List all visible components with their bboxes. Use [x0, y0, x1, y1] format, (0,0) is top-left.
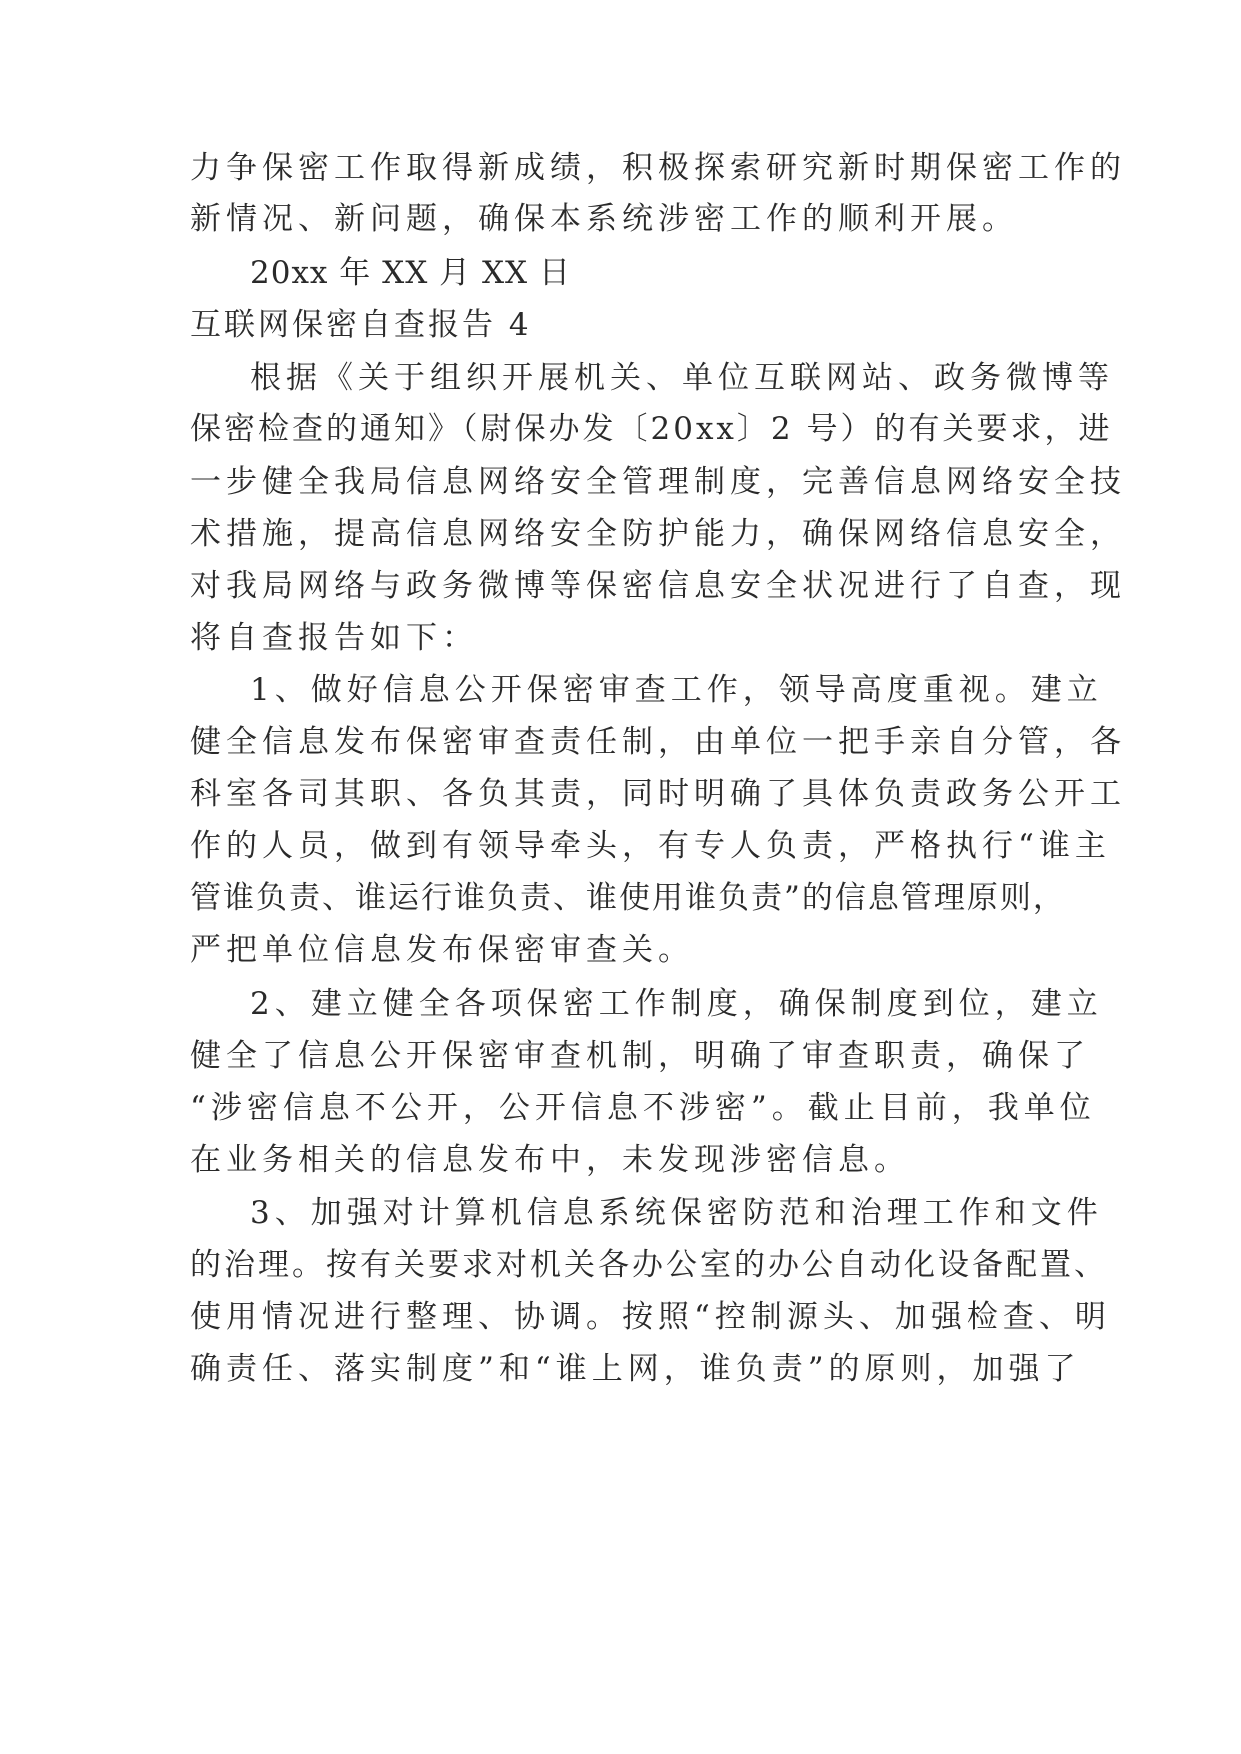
paragraph-line: 作的人员，做到有领导牵头，有专人负责，严格执行“谁主 [190, 828, 1111, 864]
paragraph-line: 3、加强对计算机信息系统保密防范和治理工作和文件 [250, 1195, 1103, 1231]
paragraph-line: 将自查报告如下： [190, 620, 478, 656]
paragraph-line: 使用情况进行整理、协调。按照“控制源头、加强检查、明 [190, 1299, 1111, 1335]
paragraph-line: “涉密信息不公开，公开信息不涉密”。截止目前，我单位 [190, 1090, 1096, 1126]
paragraph-line: 确责任、落实制度”和“谁上网，谁负责”的原则，加强了 [190, 1351, 1081, 1387]
paragraph-line: 一步健全我局信息网络安全管理制度，完善信息网络安全技 [190, 464, 1126, 500]
paragraph-line: 术措施，提高信息网络安全防护能力，确保网络信息安全， [190, 516, 1126, 552]
paragraph-line: 1、做好信息公开保密审查工作，领导高度重视。建立 [250, 672, 1103, 708]
paragraph-line: 力争保密工作取得新成绩，积极探索研究新时期保密工作的 [190, 150, 1126, 186]
paragraph-line: 在业务相关的信息发布中，未发现涉密信息。 [190, 1142, 910, 1178]
paragraph-line: 根据《关于组织开展机关、单位互联网站、政务微博等 [250, 360, 1114, 396]
paragraph-line: 健全了信息公开保密审查机制，明确了审查职责，确保了 [190, 1038, 1090, 1074]
document-date: 20xx 年 XX 月 XX 日 [250, 255, 571, 291]
paragraph-line: 对我局网络与政务微博等保密信息安全状况进行了自查，现 [190, 568, 1126, 604]
paragraph-line: 管谁负责、谁运行谁负责、谁使用谁负责”的信息管理原则， [190, 880, 1066, 916]
paragraph-line: 严把单位信息发布保密审查关。 [190, 932, 694, 968]
paragraph-line: 的治理。按有关要求对机关各办公室的办公自动化设备配置、 [190, 1247, 1108, 1283]
paragraph-line: 保密检查的通知》（尉保办发〔20xx〕2 号）的有关要求，进 [190, 411, 1113, 447]
paragraph-line: 健全信息发布保密审查责任制，由单位一把手亲自分管，各 [190, 724, 1126, 760]
paragraph-line: 新情况、新问题，确保本系统涉密工作的顺利开展。 [190, 201, 1018, 237]
paragraph-line: 2、建立健全各项保密工作制度，确保制度到位，建立 [250, 986, 1103, 1022]
paragraph-line: 科室各司其职、各负其责，同时明确了具体负责政务公开工 [190, 776, 1126, 812]
section-title: 互联网保密自查报告 4 [190, 307, 532, 343]
